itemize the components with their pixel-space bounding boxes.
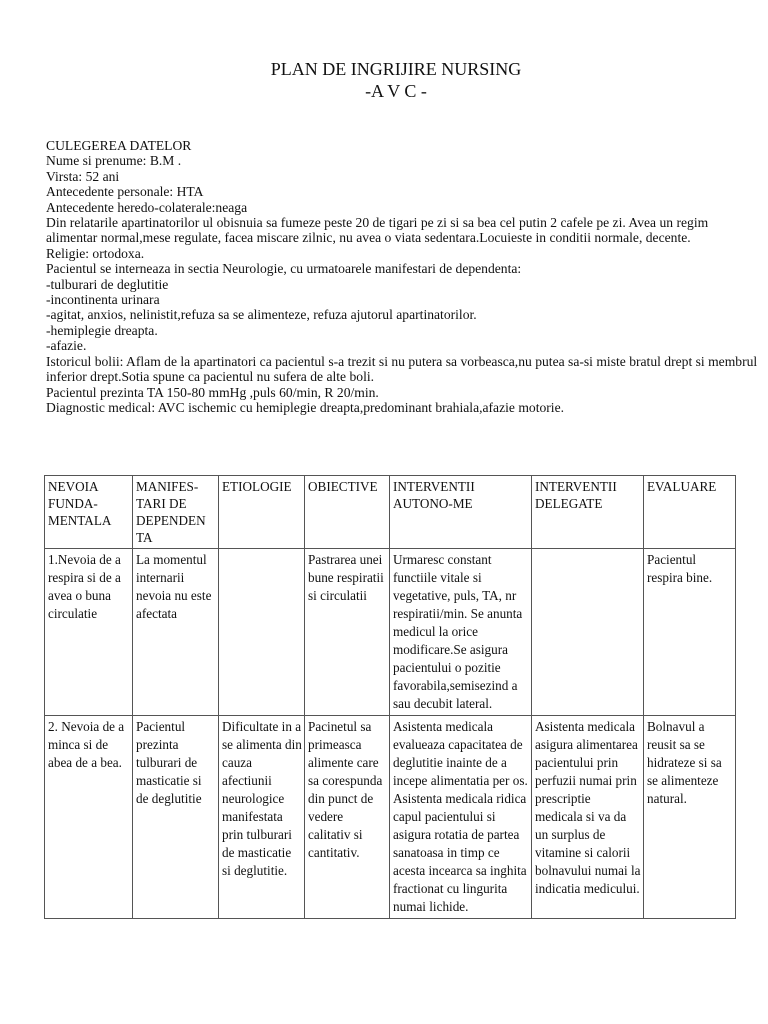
table-cell [532, 549, 644, 716]
table-cell: Dificultate in a se alimenta din cauza afectiunii neurologice manifestata prin tulburari de masticatie si deglutitie. [219, 716, 305, 919]
vital-signs: Pacientul prezinta TA 150-80 mmHg ,puls 60/min, R 20/min. [46, 384, 379, 400]
table-cell: 2. Nevoia de a minca si de abea de a bea. [45, 716, 133, 919]
table-cell: 1.Nevoia de a respira si de a avea o buna circulatie [45, 549, 133, 716]
symptom-item: -hemiplegie dreapta. [46, 322, 158, 338]
document-title [0, 58, 768, 102]
symptom-item: -afazie. [46, 338, 87, 354]
table-cell: Bolnavul a reusit sa se hidrateze si sa se alimenteze natural. [644, 716, 736, 919]
patient-age: Virsta: 52 ani [46, 168, 120, 184]
symptom-item: -agitat, anxios, nelinistit,refuza sa se alimenteze, refuza ajutorul apartinatorilor. [46, 307, 477, 323]
family-history: Antecedente heredo-colaterale:neaga [46, 199, 248, 215]
disease-history: Istoricul bolii: Aflam de la apartinatori ca pacientul s-a trezit si nu putera sa vorbeasca,nu putea sa-si miste bratul drept si membrul inferior drept.Sotia spune ca pacientul nu sufera de alte boli. [46, 353, 758, 385]
section-heading: CULEGEREA DATELOR [46, 138, 192, 153]
table-cell: Pacientul respira bine. [644, 549, 736, 716]
column-header: EVALUARE [644, 476, 736, 549]
symptom-item: -incontinenta urinara [46, 292, 160, 308]
patient-data-section [46, 138, 762, 415]
title-line-2: -A V C - [365, 81, 427, 101]
column-header: NEVOIA FUNDA-MENTALA [45, 476, 133, 549]
religion: Religie: ortodoxa. [46, 245, 145, 261]
column-header: MANIFES-TARI DE DEPENDEN TA [133, 476, 219, 549]
table-cell: Pastrarea unei bune respiratii si circulatii [305, 549, 390, 716]
medical-diagnosis: Diagnostic medical: AVC ischemic cu hemiplegie dreapta,predominant brahiala,afazie motorie. [46, 399, 565, 415]
table-cell: Asistenta medicala evalueaza capacitatea de deglutitie inainte de a incepe alimentatia per os. Asistenta medicala ridica capul pacientului si asigura rotatia de partea sanatoasa in timp ce acesta incearca sa inghita fractionat cu lingurita numai lichide. [390, 716, 532, 919]
table-cell: Asistenta medicala asigura alimentarea pacientului prin perfuzii numai prin prescriptie medicala si va da un surplus de vitamine si calorii bolnavului numai la indicatia medicului. [532, 716, 644, 919]
table-row [45, 716, 736, 919]
column-header: OBIECTIVE [305, 476, 390, 549]
nursing-plan-table [44, 475, 736, 919]
table-header-row [45, 476, 736, 549]
title-line-1: PLAN DE INGRIJIRE NURSING [270, 59, 522, 79]
table-row [45, 549, 736, 716]
symptom-item: -tulburari de deglutitie [46, 276, 169, 292]
column-header: INTERVENTII AUTONO-ME [390, 476, 532, 549]
personal-history: Antecedente personale: HTA [46, 184, 204, 200]
column-header: ETIOLOGIE [219, 476, 305, 549]
table-cell: Pacientul prezinta tulburari de masticatie si de deglutitie [133, 716, 219, 919]
table-cell: Pacinetul sa primeasca alimente care sa corespunda din punct de vedere calitativ si cantitativ. [305, 716, 390, 919]
patient-name: Nume si prenume: B.M . [46, 153, 182, 169]
table-cell: La momentul internarii nevoia nu este afectata [133, 549, 219, 716]
table-cell [219, 549, 305, 716]
table-cell: Urmaresc constant functiile vitale si vegetative, puls, TA, nr respiratii/min. Se anunta medicul la orice modificare.Se asigura pacientului o pozitie favorabila,semisezind a sau decubit lateral. [390, 549, 532, 716]
lifestyle-paragraph: Din relatarile apartinatorilor ul obisnuia sa fumeze peste 20 de tigari pe zi si sa bea cel putin 2 cafele pe zi. Avea un regim alimentar normal,mese regulate, facea miscare zilnic, nu avea o viata sedentara.Locuieste in conditii normale, decente. [46, 215, 709, 246]
admission-text: Pacientul se interneaza in sectia Neurologie, cu urmatoarele manifestari de dependenta: [46, 261, 522, 277]
column-header: INTERVENTII DELEGATE [532, 476, 644, 549]
